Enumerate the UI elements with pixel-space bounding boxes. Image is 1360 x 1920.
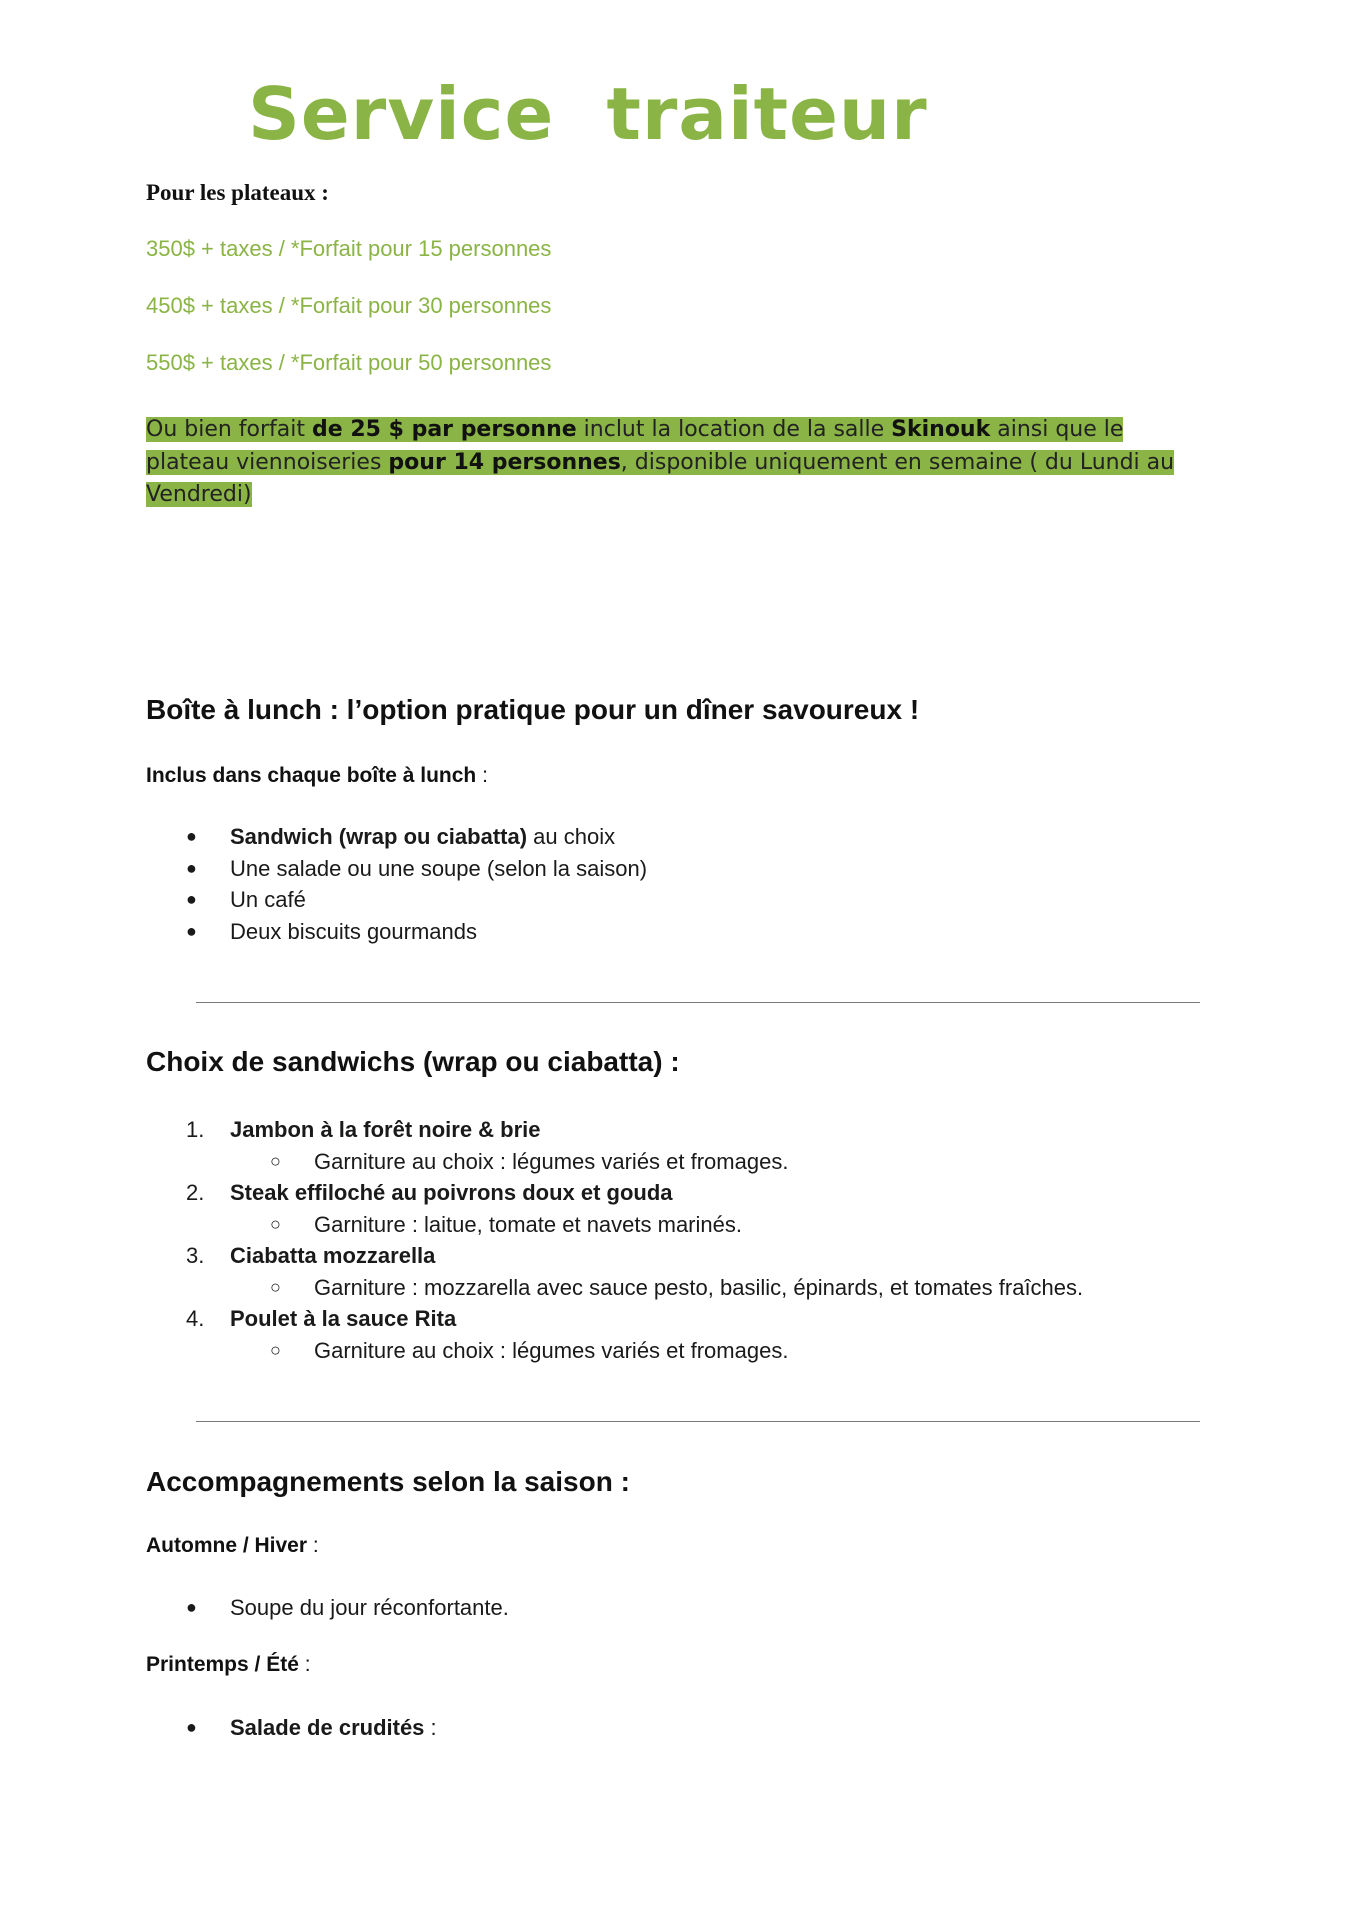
- bullet-icon: ●: [186, 1597, 197, 1617]
- sandwich-item: 4. Poulet à la sauce Rita ○ Garniture au choix : légumes variés et fromages.: [146, 1303, 1266, 1366]
- bullet-icon: ●: [186, 857, 197, 878]
- price-line-15: 350$ + taxes / *Forfait pour 15 personnes: [146, 236, 552, 261]
- sandwich-list: [146, 1114, 1266, 1366]
- circle-bullet-icon: ○: [270, 1213, 281, 1234]
- bullet-icon: ●: [186, 920, 197, 941]
- price-line-50: 550$ + taxes / *Forfait pour 50 personnes: [146, 350, 552, 375]
- autumn-list: [146, 1592, 1246, 1624]
- list-item: ● Un café: [146, 884, 1246, 916]
- list-item: ● Deux biscuits gourmands: [146, 916, 1246, 948]
- page-title: Service traiteur: [248, 72, 928, 156]
- sandwiches-heading: Choix de sandwichs (wrap ou ciabatta) :: [146, 1046, 680, 1077]
- bullet-icon: ●: [186, 889, 197, 909]
- sides-heading: Accompagnements selon la saison :: [146, 1466, 630, 1497]
- sandwich-item: 2. Steak effiloché au poivrons doux et gouda ○ Garniture : laitue, tomate et navets marinés.: [146, 1177, 1266, 1240]
- sandwich-item: 1. Jambon à la forêt noire & brie ○ Garniture au choix : légumes variés et fromages.: [146, 1114, 1266, 1177]
- lunch-heading: Boîte à lunch : l’option pratique pour un dîner savoureux !: [146, 694, 920, 725]
- lunch-included-label: Inclus dans chaque boîte à lunch :: [146, 764, 488, 787]
- autumn-label: Automne / Hiver :: [146, 1534, 319, 1557]
- list-item: ● Salade de crudités :: [146, 1712, 1246, 1744]
- spring-label: Printemps / Été :: [146, 1653, 311, 1676]
- bullet-icon: ●: [186, 1717, 197, 1737]
- price-line-30: 450$ + taxes / *Forfait pour 30 personnes: [146, 293, 552, 318]
- sandwich-item: 3. Ciabatta mozzarella ○ Garniture : mozzarella avec sauce pesto, basilic, épinards, et tomates fraîches.: [146, 1240, 1266, 1303]
- section-divider: [196, 1421, 1200, 1422]
- list-item: ● Soupe du jour réconfortante.: [146, 1592, 1246, 1624]
- circle-bullet-icon: ○: [270, 1150, 281, 1171]
- section-divider: [196, 1002, 1200, 1003]
- list-item: ● Une salade ou une soupe (selon la saison): [146, 853, 1246, 885]
- lunch-items-list: [146, 821, 1246, 947]
- circle-bullet-icon: ○: [270, 1276, 281, 1297]
- spring-list: [146, 1712, 1246, 1744]
- plateaux-label: Pour les plateaux :: [146, 180, 329, 205]
- forfait-paragraph: Ou bien forfait de 25 $ par personne inclut la location de la salle Skinouk ainsi que le plateau viennoiseries pour 14 personnes, disponible uniquement en semaine ( du Lundi au Vendredi): [146, 417, 1175, 507]
- bullet-icon: ●: [186, 826, 197, 846]
- list-item: ● Sandwich (wrap ou ciabatta) au choix: [146, 821, 1246, 853]
- circle-bullet-icon: ○: [270, 1339, 281, 1360]
